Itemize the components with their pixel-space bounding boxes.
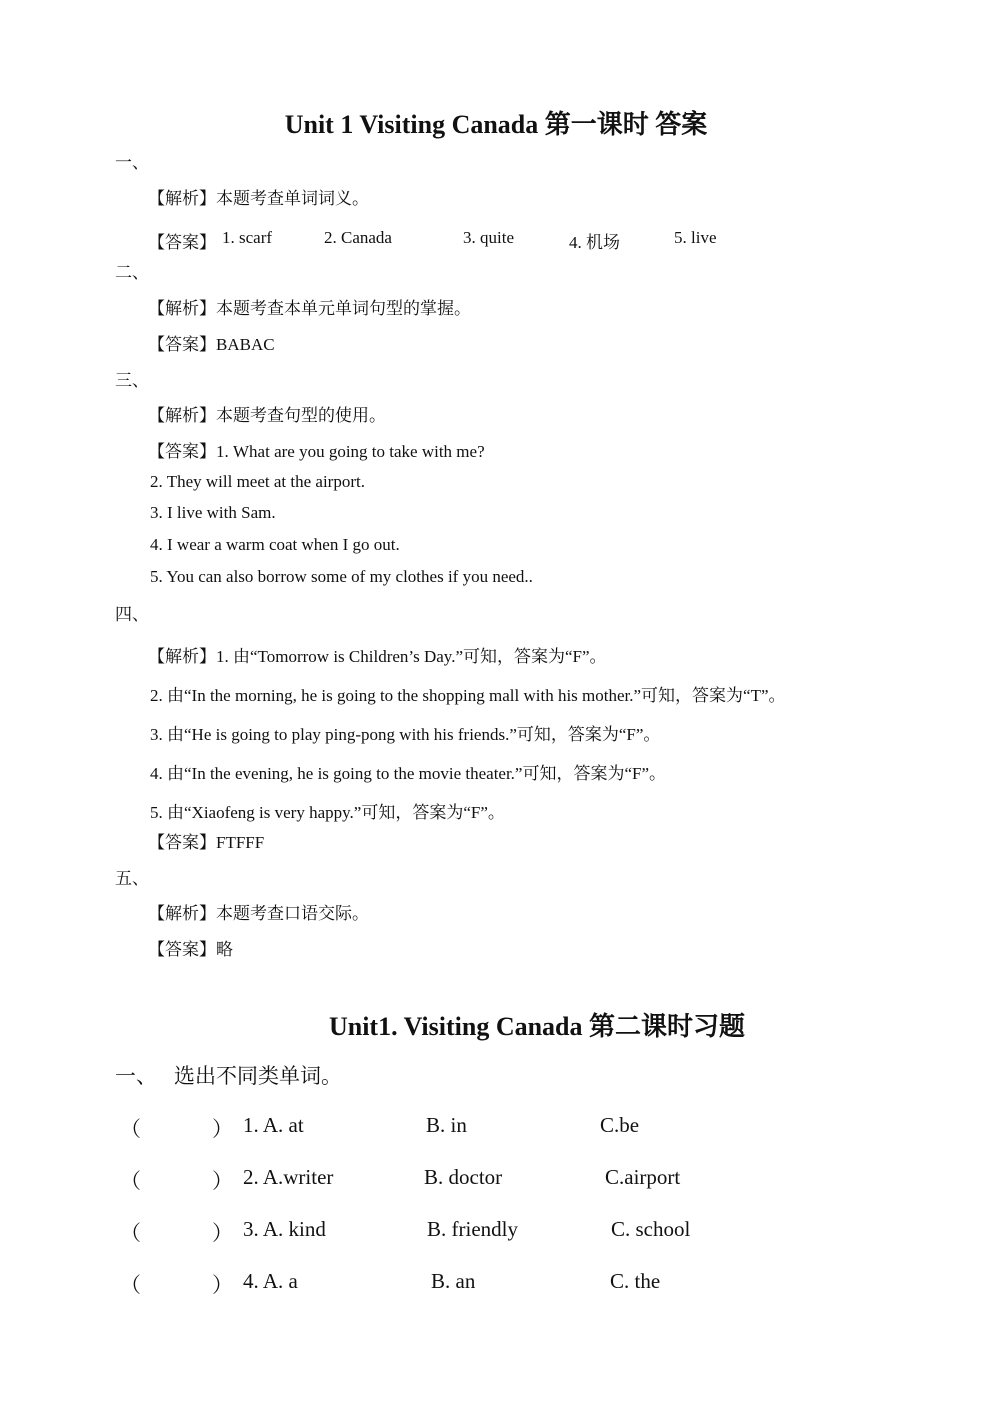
section-3-line: 2. They will meet at the airport. bbox=[150, 472, 365, 491]
section-2-heading: 二、 bbox=[115, 263, 149, 282]
lesson-2-title: Unit1. Visiting Canada 第二课时习题 bbox=[328, 1012, 746, 1041]
section-2-analysis: 【解析】本题考查本单元单词句型的掌握。 bbox=[148, 299, 471, 318]
question-option-a: 4. A. a bbox=[243, 1269, 298, 1293]
question-paren-open: （ bbox=[120, 1169, 141, 1193]
section-4-line: 2. 由“In the morning, he is going to the shopping mall with his mother.”可知，答案为“T”。 bbox=[150, 686, 786, 705]
section-1-answer-5: 5. live bbox=[674, 228, 717, 247]
section-4-heading: 四、 bbox=[115, 605, 149, 624]
part-2-instruction: 选出不同类单词。 bbox=[174, 1064, 342, 1088]
section-1-answer-2: 2. Canada bbox=[324, 228, 392, 247]
section-4-answer: 【答案】FTFFF bbox=[148, 833, 265, 852]
section-1-analysis: 【解析】本题考查单词词义。 bbox=[148, 189, 369, 208]
section-5-analysis: 【解析】本题考查口语交际。 bbox=[148, 904, 369, 923]
question-paren-close: ） bbox=[212, 1169, 233, 1193]
section-1-answer-label: 【答案】 bbox=[148, 233, 216, 252]
question-option-c: C. the bbox=[610, 1269, 661, 1293]
question-option-c: C. school bbox=[611, 1217, 691, 1241]
question-option-c: C.airport bbox=[605, 1165, 681, 1189]
question-paren-open: （ bbox=[120, 1221, 141, 1245]
section-1-answer-1: 1. scarf bbox=[222, 228, 273, 247]
question-option-b: B. an bbox=[431, 1269, 476, 1293]
section-3-heading: 三、 bbox=[115, 371, 149, 390]
section-4-line: 5. 由“Xiaofeng is very happy.”可知，答案为“F”。 bbox=[150, 803, 505, 822]
section-3-line: 3. I live with Sam. bbox=[150, 503, 276, 522]
question-paren-close: ） bbox=[212, 1117, 233, 1141]
section-1-heading: 一、 bbox=[115, 153, 149, 172]
question-option-b: B. friendly bbox=[427, 1217, 518, 1241]
question-option-b: B. doctor bbox=[424, 1165, 503, 1189]
section-4-analysis: 【解析】1. 由“Tomorrow is Children’s Day.”可知，答案为“F”。 bbox=[148, 647, 607, 666]
section-4-line: 4. 由“In the evening, he is going to the movie theater.”可知，答案为“F”。 bbox=[150, 764, 667, 783]
question-option-c: C.be bbox=[600, 1113, 640, 1137]
question-option-b: B. in bbox=[426, 1113, 467, 1137]
section-2-answer: 【答案】BABAC bbox=[148, 335, 275, 354]
section-1-answer-4: 4. 机场 bbox=[569, 233, 620, 252]
section-3-line: 5. You can also borrow some of my clothes if you need.. bbox=[150, 567, 533, 586]
question-option-a: 2. A.writer bbox=[243, 1165, 334, 1189]
section-5-answer: 【答案】略 bbox=[148, 940, 233, 959]
section-4-line: 3. 由“He is going to play ping-pong with his friends.”可知，答案为“F”。 bbox=[150, 725, 661, 744]
question-paren-open: （ bbox=[120, 1273, 141, 1297]
section-3-analysis: 【解析】本题考查句型的使用。 bbox=[148, 406, 386, 425]
section-5-heading: 五、 bbox=[115, 869, 149, 888]
question-option-a: 3. A. kind bbox=[243, 1217, 326, 1241]
question-paren-open: （ bbox=[120, 1117, 141, 1141]
question-paren-close: ） bbox=[212, 1221, 233, 1245]
part-2-heading: 一、 bbox=[115, 1064, 157, 1088]
page-title: Unit 1 Visiting Canada 第一课时 答案 bbox=[284, 110, 708, 139]
question-paren-close: ） bbox=[212, 1273, 233, 1297]
section-3-answer: 【答案】1. What are you going to take with me? bbox=[148, 442, 485, 461]
section-3-line: 4. I wear a warm coat when I go out. bbox=[150, 535, 400, 554]
section-1-answer-3: 3. quite bbox=[463, 228, 514, 247]
question-option-a: 1. A. at bbox=[243, 1113, 304, 1137]
